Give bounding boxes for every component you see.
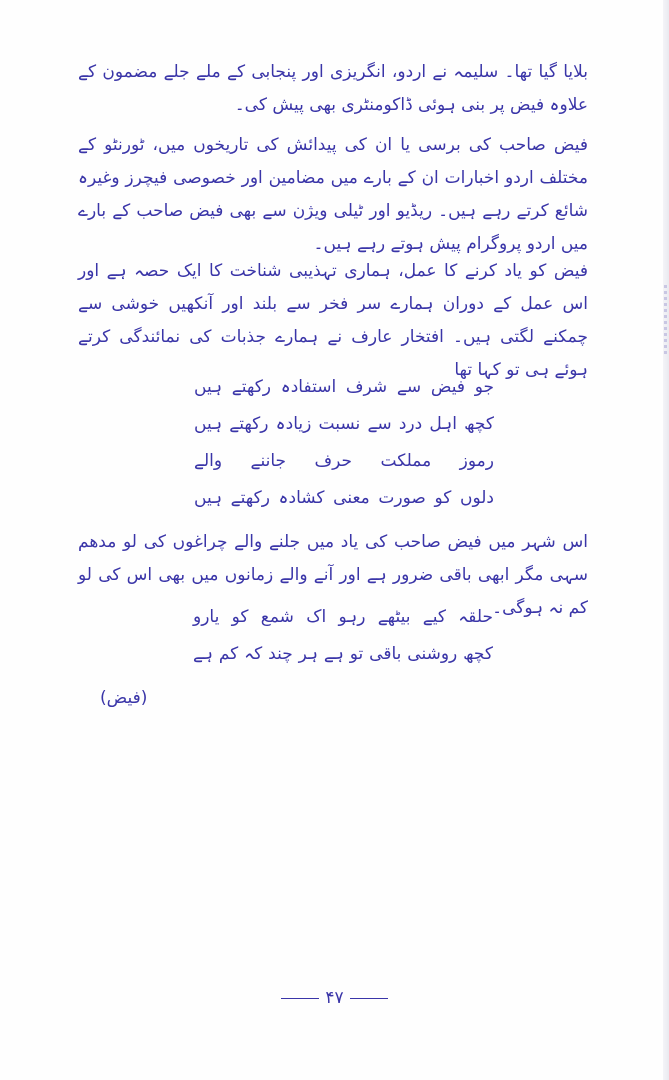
verse-line: رموز مملکت حرف جاننے والے (194, 451, 494, 471)
page-number: ۴۷ (325, 988, 344, 1008)
verse-line: حلقہ کیے بیٹھے رہو اک شمع کو یارو (193, 607, 493, 627)
paragraph-4: اس شہر میں فیض صاحب کی یاد میں جلنے والے چراغوں کی لو مدھم سہی مگر ابھی باقی ضرور ہے اور آنے والے زمانوں میں بھی اس کی لو کم نہ ہوگی۔ (78, 532, 588, 618)
page-footer (0, 988, 669, 1008)
verse-block-1 (194, 369, 494, 517)
paragraph-1: بلایا گیا تھا۔ سلیمہ نے اردو، انگریزی اور پنجابی کے ملے جلے مضمون کے علاوہ فیض پر بنی ہوئی ڈاکومنٹری بھی پیش کی۔ (78, 62, 588, 115)
paragraph-2: فیض صاحب کی برسی یا ان کی پیدائش کی تاریخوں میں، ٹورنٹو کے مختلف اردو اخبارات ان کے بارے میں مضامین اور خصوصی فیچرز وغیرہ شائع کرتے رہے ہیں۔ ریڈیو اور ٹیلی ویژن سے بھی فیض صاحب کے بارے میں اردو پروگرام پیش ہوتے رہے ہیں۔ (78, 135, 588, 254)
page-edge (663, 0, 669, 1080)
footer-dash-left (281, 998, 319, 999)
footer-dash-right (350, 998, 388, 999)
poet-attribution: (فیض) (100, 688, 148, 708)
verse-block-2 (193, 599, 493, 673)
verse-line: جو فیض سے شرف استفادہ رکھتے ہیں (194, 377, 494, 397)
edge-mark (664, 285, 667, 355)
verse-line: کچھ روشنی باقی تو ہے ہر چند کہ کم ہے (193, 644, 493, 664)
verse-line: دلوں کو صورت معنی کشادہ رکھتے ہیں (194, 488, 494, 508)
verse-line: کچھ اہل درد سے نسبت زیادہ رکھتے ہیں (194, 414, 494, 434)
paragraph-3: فیض کو یاد کرنے کا عمل، ہماری تہذیبی شناخت کا ایک حصہ ہے اور اس عمل کے دوران ہمارے سر فخر سے بلند اور آنکھیں خوشی سے چمکنے لگتی ہیں۔ افتخار عارف نے ہمارے جذبات کی نمائندگی کرتے ہوئے ہی تو کہا تھا (78, 261, 588, 380)
